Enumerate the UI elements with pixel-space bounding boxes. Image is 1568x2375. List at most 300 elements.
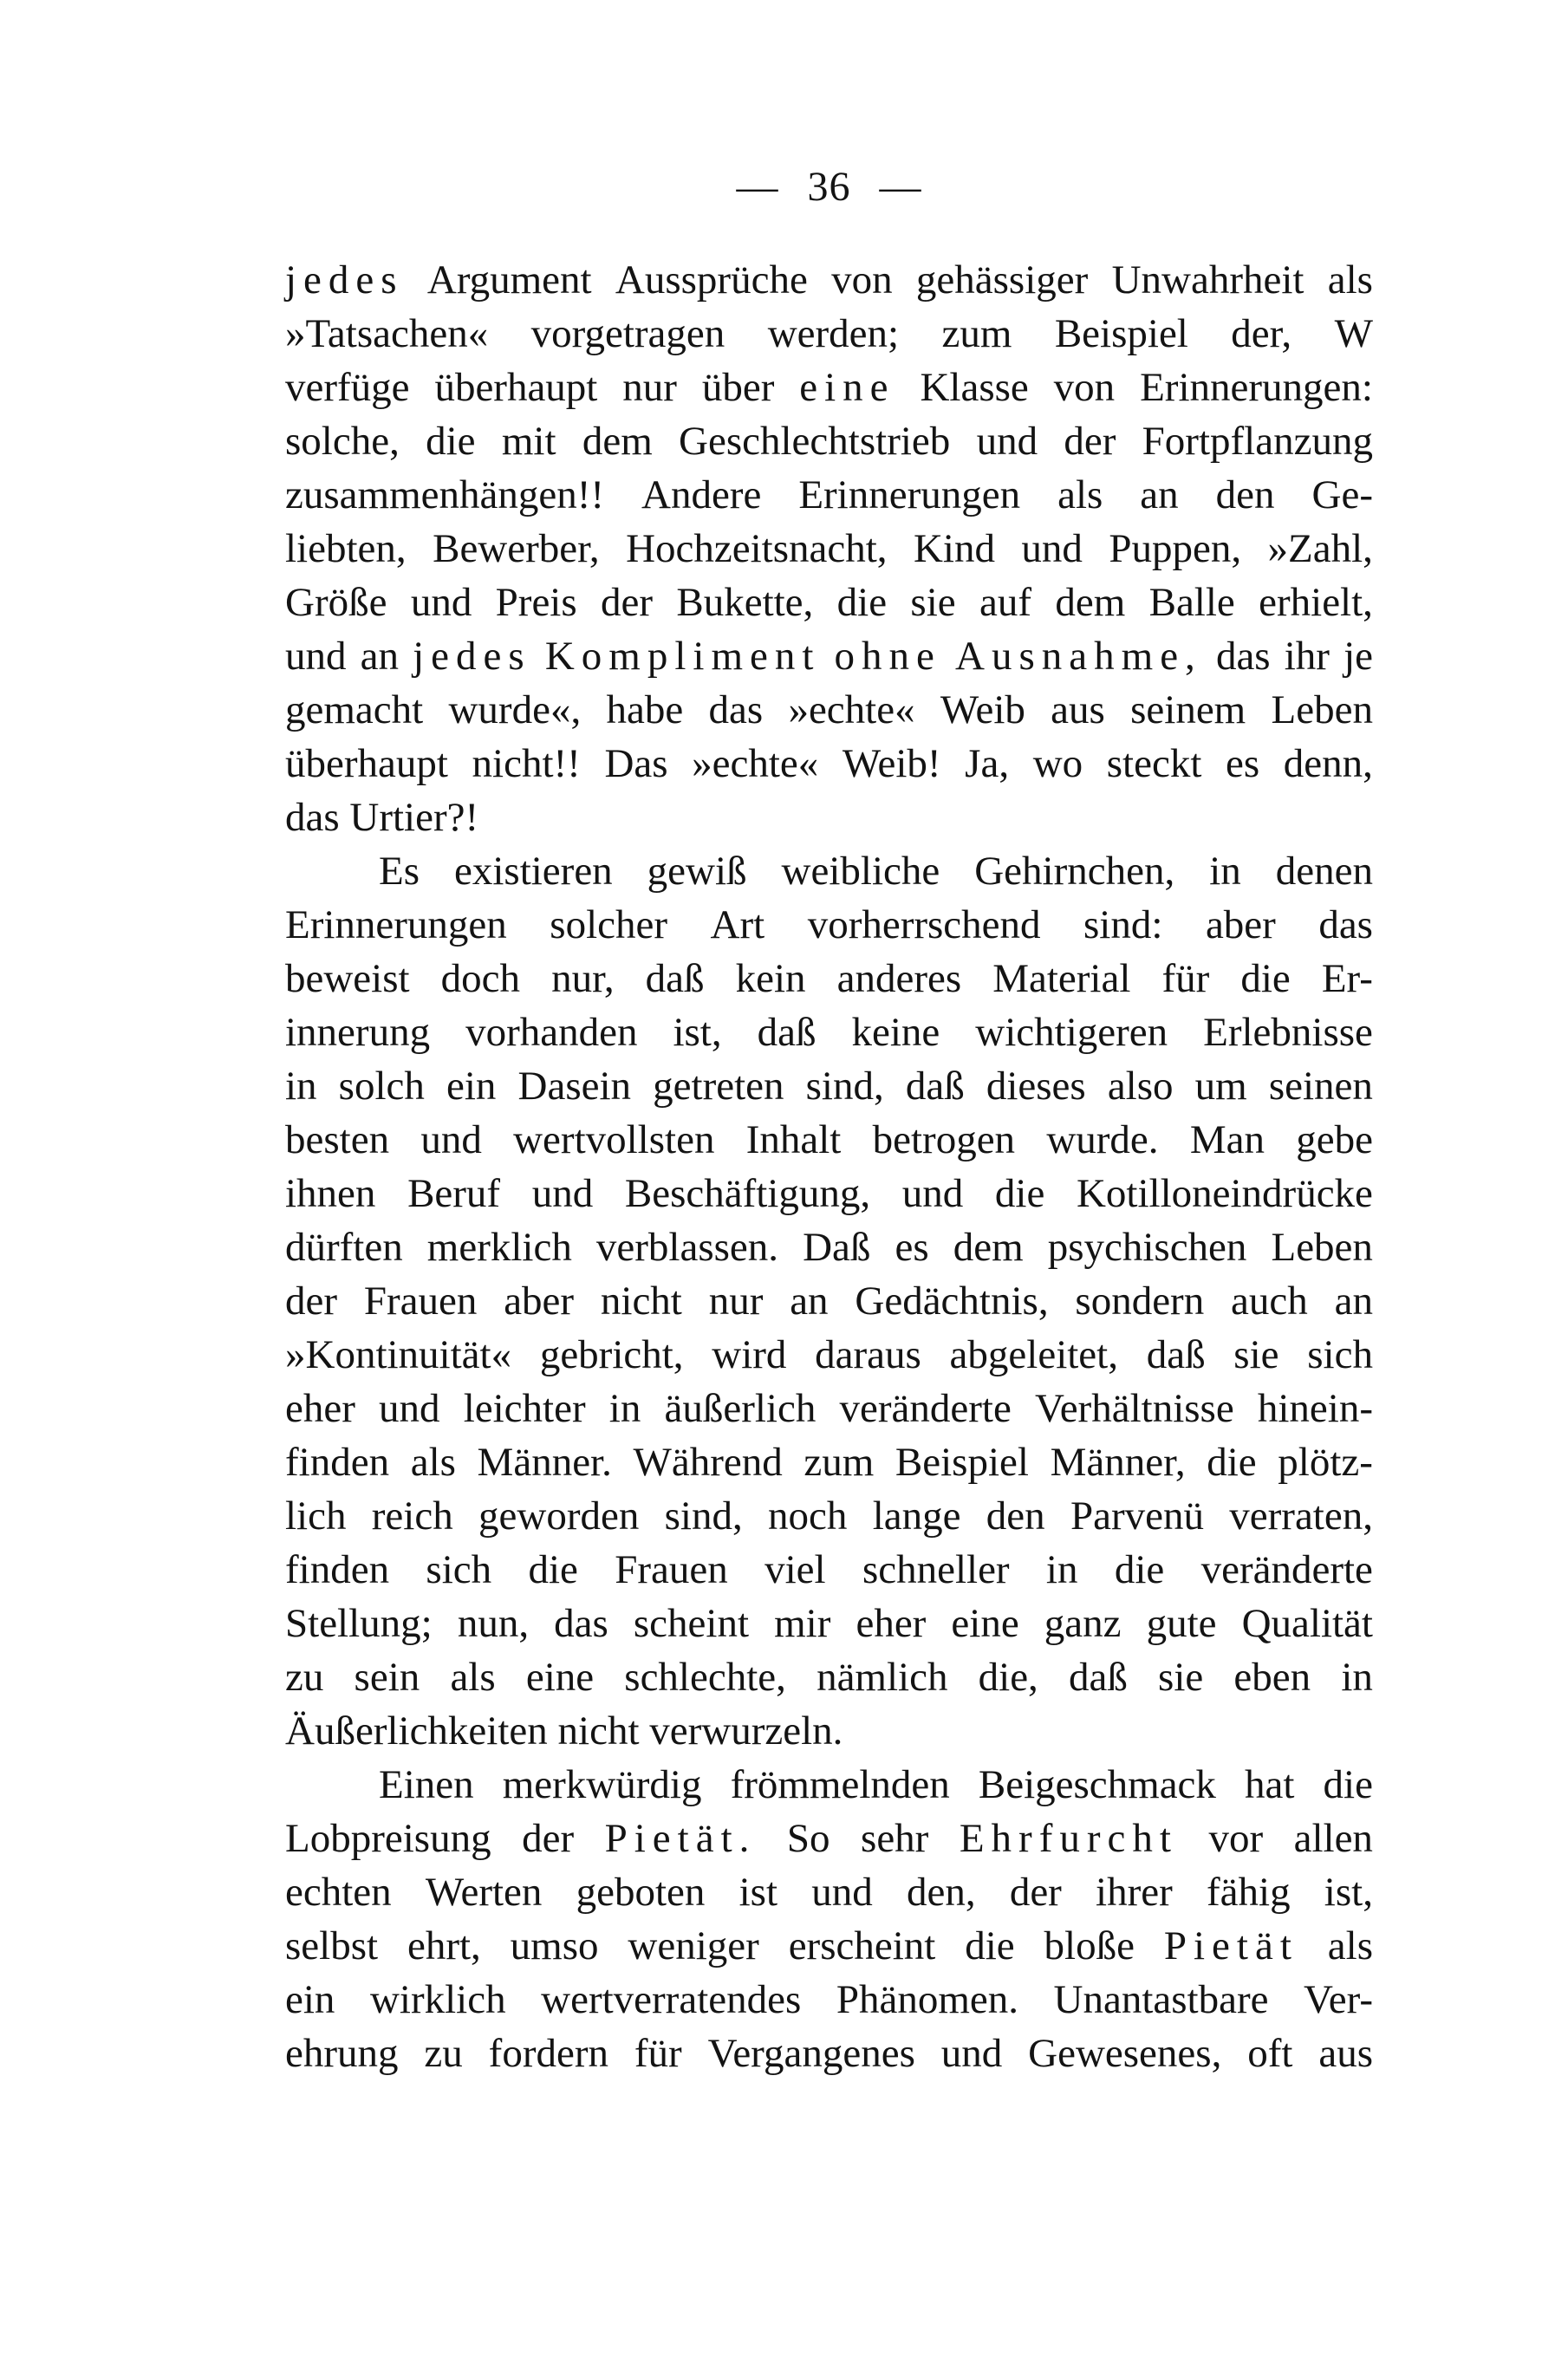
text-word: die <box>1207 1440 1257 1485</box>
text-word: dürften <box>285 1225 403 1270</box>
text-word: Erinnerungen: <box>1140 365 1373 410</box>
text-word: den <box>1215 472 1275 517</box>
text-word: solcher <box>550 902 668 947</box>
text-word: ist <box>738 1870 778 1915</box>
text-line <box>285 2027 1373 2080</box>
text-word: vor <box>1208 1816 1264 1861</box>
text-word: verraten, <box>1229 1493 1373 1539</box>
text-word: dem <box>1055 580 1126 625</box>
text-word: das <box>1318 902 1373 947</box>
text-line <box>285 1543 1373 1597</box>
text-word: Männer, <box>1050 1440 1186 1485</box>
text-word: Gedächtnis, <box>855 1279 1049 1324</box>
text-word: ganz <box>1044 1601 1122 1646</box>
text-word: an <box>790 1279 829 1324</box>
text-word: daß <box>645 956 705 1001</box>
text-word: Gewesenes, <box>1028 2031 1222 2076</box>
text-word: viel <box>764 1547 826 1592</box>
text-word: gewiß <box>647 849 747 894</box>
text-word: über <box>701 365 775 410</box>
text-line <box>285 1382 1373 1435</box>
text-word: echten <box>285 1870 392 1915</box>
text-word: Während <box>633 1440 783 1485</box>
text-word: den <box>986 1493 1045 1539</box>
text-line <box>285 1435 1373 1489</box>
text-line <box>285 952 1373 1005</box>
text-word: sie <box>1158 1655 1204 1700</box>
text-word: Bewerber, <box>433 526 600 571</box>
text-word: an <box>1140 472 1179 517</box>
text-word: daß <box>757 1010 817 1055</box>
text-word: Das <box>604 741 668 786</box>
text-word: als <box>1327 1923 1373 1968</box>
text-word: gute <box>1146 1601 1217 1646</box>
text-word: Es <box>379 849 420 894</box>
text-word: selbst <box>285 1923 379 1968</box>
text-line <box>285 1704 1373 1758</box>
text-word: Dasein <box>517 1064 632 1109</box>
text-word: Beruf <box>407 1171 501 1216</box>
text-word: aus <box>1318 2031 1373 2076</box>
text-line <box>285 1220 1373 1274</box>
text-word: schneller <box>862 1547 1010 1592</box>
text-word: Material <box>992 956 1131 1001</box>
text-word: daß <box>905 1064 965 1109</box>
text-word: hat <box>1245 1762 1295 1807</box>
text-word: weniger <box>628 1923 759 1968</box>
text-word: Inhalt <box>745 1117 842 1162</box>
text-word: liebten, <box>285 526 407 571</box>
text-word: merkwürdig <box>502 1762 702 1807</box>
text-word: Hochzeitsnacht, <box>626 526 888 571</box>
text-word: Erinnerungen <box>798 472 1021 517</box>
text-word: und <box>901 1171 964 1216</box>
text-word: an <box>360 634 399 679</box>
text-word: ein <box>285 1977 335 2022</box>
text-word: verfüge <box>285 365 410 410</box>
text-word: getreten <box>653 1064 784 1109</box>
text-line <box>285 1597 1373 1650</box>
text-word: zusammenhängen!! <box>285 472 605 517</box>
text-word: schlechte, <box>624 1655 786 1700</box>
text-word: der <box>601 580 654 625</box>
text-word: »Kontinuität« <box>285 1332 512 1377</box>
text-word: den, <box>906 1870 976 1915</box>
text-word: umso <box>510 1923 599 1968</box>
text-word: je <box>1344 634 1373 679</box>
text-word: auf <box>979 580 1031 625</box>
text-word: nämlich <box>817 1655 948 1700</box>
text-word: nur <box>622 365 677 410</box>
text-word: Verhältnisse <box>1034 1386 1234 1431</box>
text-line <box>285 1489 1373 1543</box>
text-word: Aussprüche <box>615 257 808 303</box>
text-word: der, <box>1231 311 1292 356</box>
text-word: vorgetragen <box>530 311 725 356</box>
text-word: Kotilloneindrücke <box>1076 1171 1373 1216</box>
text-word: eher <box>285 1386 355 1431</box>
text-word: steckt <box>1106 741 1202 786</box>
text-word: Ehrfurcht <box>959 1816 1178 1861</box>
text-word: überhaupt <box>285 741 448 786</box>
text-word: So <box>786 1816 830 1861</box>
text-word: denn, <box>1283 741 1373 786</box>
text-word: überhaupt <box>434 365 598 410</box>
text-word: Er- <box>1321 956 1373 1001</box>
text-word: Leben <box>1271 1225 1373 1270</box>
text-word: reich <box>371 1493 453 1539</box>
text-word: als <box>1057 472 1103 517</box>
text-word: in <box>1045 1547 1078 1592</box>
text-word: und <box>285 634 347 679</box>
text-word: Gehirnchen, <box>974 849 1175 894</box>
text-word: das <box>708 687 764 732</box>
text-word: dem <box>582 419 653 464</box>
text-word: ihrer <box>1096 1870 1173 1915</box>
text-word: aus <box>1051 687 1105 732</box>
text-word: erhielt, <box>1259 580 1373 625</box>
text-word: in <box>1341 1655 1373 1700</box>
text-word: eine <box>951 1601 1019 1646</box>
text-line <box>285 414 1373 468</box>
text-word: innerung <box>285 1010 431 1055</box>
text-word: und <box>379 1386 440 1431</box>
text-word: zu <box>285 1655 324 1700</box>
text-word: Beigeschmack <box>978 1762 1216 1807</box>
text-word: Weib! <box>842 741 941 786</box>
text-word: für <box>1161 956 1210 1001</box>
text-word: das <box>554 1601 608 1646</box>
text-word: Parvenü <box>1070 1493 1204 1539</box>
text-word: auch <box>1231 1279 1308 1324</box>
text-word: »Zahl, <box>1267 526 1373 571</box>
text-word: Klasse <box>920 365 1029 410</box>
text-word: mit <box>501 419 556 464</box>
text-word: weibliche <box>781 849 940 894</box>
text-word: lange <box>872 1493 961 1539</box>
text-word: veränderte <box>839 1386 1012 1431</box>
text-word: keine <box>851 1010 940 1055</box>
text-word: geworden <box>478 1493 640 1539</box>
text-word: fähig <box>1207 1870 1291 1915</box>
text-word: Beschäftigung, <box>624 1171 871 1216</box>
text-word: veränderte <box>1200 1547 1373 1592</box>
text-word: Preis <box>495 580 577 625</box>
text-word: von <box>1053 365 1116 410</box>
text-word: Erinnerungen <box>285 902 507 947</box>
text-line <box>285 1059 1373 1113</box>
page-number: — 36 — <box>736 164 922 210</box>
text-word: Man <box>1189 1117 1265 1162</box>
text-line <box>285 844 1373 898</box>
text-word: die, <box>978 1655 1038 1700</box>
text-line <box>285 1973 1373 2027</box>
text-word: als <box>410 1440 456 1485</box>
text-word: um <box>1194 1064 1247 1109</box>
text-word: dem <box>953 1225 1024 1270</box>
text-word: verblassen. <box>595 1225 779 1270</box>
text-word: und <box>976 419 1038 464</box>
text-word: noch <box>768 1493 848 1539</box>
text-word: frömmelnden <box>730 1762 950 1807</box>
text-word: die <box>1323 1762 1373 1807</box>
text-word: wirklich <box>369 1977 506 2022</box>
text-line <box>285 1812 1373 1865</box>
text-word: kein <box>735 956 806 1001</box>
text-word: Kind <box>913 526 995 571</box>
text-word: wertvollsten <box>513 1117 715 1162</box>
text-word: eben <box>1233 1655 1311 1700</box>
text-word: W <box>1334 311 1373 356</box>
text-word: seinen <box>1268 1064 1373 1109</box>
text-word: vorherrschend <box>807 902 1041 947</box>
text-word: in <box>285 1064 317 1109</box>
text-word: in <box>608 1386 641 1431</box>
text-word: mir <box>774 1601 831 1646</box>
text-line <box>285 629 1373 683</box>
text-word: beweist <box>285 956 410 1001</box>
text-word: »echte« <box>692 741 819 786</box>
text-line <box>285 361 1373 414</box>
text-line <box>285 1919 1373 1973</box>
text-word: ein <box>446 1064 497 1109</box>
text-word: ist, <box>673 1010 722 1055</box>
text-line <box>285 576 1373 629</box>
text-word: eine <box>525 1655 595 1700</box>
text-word: und <box>811 1870 873 1915</box>
text-line <box>285 468 1373 522</box>
text-word: die <box>965 1923 1015 1968</box>
text-word: besten <box>285 1117 390 1162</box>
text-word: zum <box>941 311 1012 356</box>
text-word: jedes <box>285 257 404 303</box>
text-word: hinein- <box>1257 1386 1373 1431</box>
text-line <box>285 1328 1373 1382</box>
text-word: für <box>634 2031 682 2076</box>
text-word: sind: <box>1083 902 1163 947</box>
text-word: Geschlechtstrieb <box>679 419 951 464</box>
text-word: Größe <box>285 580 387 625</box>
text-word: wurde«, <box>448 687 582 732</box>
text-word: Art <box>710 902 765 947</box>
text-word: ist, <box>1324 1870 1373 1915</box>
text-word: betrogen <box>872 1117 1016 1162</box>
text-word: Kompliment <box>544 634 821 679</box>
text-word: ohne <box>834 634 941 679</box>
text-line <box>285 737 1373 791</box>
text-word: aber <box>1205 902 1276 947</box>
text-word: nun, <box>457 1601 530 1646</box>
text-word: an <box>1334 1279 1373 1324</box>
text-word: geboten <box>576 1870 706 1915</box>
text-word: die <box>1114 1547 1165 1592</box>
text-word: ihnen <box>285 1171 376 1216</box>
text-word: sein <box>354 1655 420 1700</box>
text-word: sie <box>910 580 956 625</box>
text-line <box>285 1005 1373 1059</box>
text-word: leichter <box>463 1386 586 1431</box>
text-word: Unwahrheit <box>1111 257 1304 303</box>
text-word: oft <box>1247 2031 1293 2076</box>
text-word: nicht!! <box>472 741 581 786</box>
text-word: Männer. <box>477 1440 612 1485</box>
text-word: Ge- <box>1311 472 1373 517</box>
text-word: und <box>410 580 472 625</box>
text-word: die <box>1240 956 1291 1001</box>
text-line <box>285 1167 1373 1220</box>
text-word: sind, <box>664 1493 743 1539</box>
text-word: gehässiger <box>915 257 1089 303</box>
text-word: Phänomen. <box>836 1977 1018 2022</box>
text-word: existieren <box>453 849 613 894</box>
text-word: Bukette, <box>676 580 814 625</box>
text-word: fordern <box>488 2031 608 2076</box>
text-word: seinem <box>1130 687 1246 732</box>
text-word: Balle <box>1148 580 1235 625</box>
text-word: Frauen <box>363 1279 478 1324</box>
text-word: Pietät. <box>604 1816 757 1861</box>
text-word: doch <box>440 956 521 1001</box>
text-word: von <box>831 257 893 303</box>
text-word: ihr <box>1284 634 1330 679</box>
text-word: abgeleitet, <box>949 1332 1118 1377</box>
text-line <box>285 253 1373 307</box>
text-word: zum <box>804 1440 875 1485</box>
text-word: Lobpreisung <box>285 1816 491 1861</box>
text-word: der <box>285 1279 338 1324</box>
text-word: Werten <box>425 1870 543 1915</box>
text-word: bloße <box>1044 1923 1135 1968</box>
text-word: sondern <box>1075 1279 1205 1324</box>
text-word: lich <box>285 1493 347 1539</box>
text-word: werden; <box>767 311 900 356</box>
text-word: wertverratendes <box>541 1977 802 2022</box>
text-word: Daß <box>803 1225 871 1270</box>
text-word: die <box>836 580 888 625</box>
text-word: Argument <box>426 257 592 303</box>
text-word: zu <box>424 2031 463 2076</box>
text-word: aber <box>504 1279 575 1324</box>
text-word: solch <box>338 1064 425 1109</box>
text-word: der <box>1009 1870 1062 1915</box>
text-word: Fortpflanzung <box>1142 419 1373 464</box>
text-word: Erlebnisse <box>1203 1010 1373 1055</box>
text-word: finden <box>285 1440 390 1485</box>
text-word: vorhanden <box>465 1010 638 1055</box>
text-word: eher <box>856 1601 927 1646</box>
text-word: Frauen <box>615 1547 728 1592</box>
text-word: die <box>528 1547 578 1592</box>
text-line <box>285 1113 1373 1167</box>
text-word: Ja, <box>965 741 1010 786</box>
text-word: gebricht, <box>539 1332 684 1377</box>
text-word: Vergangenes <box>707 2031 915 2076</box>
text-word: und <box>940 2031 1003 2076</box>
text-word: sich <box>426 1547 492 1592</box>
text-word: äußerlich <box>664 1386 817 1431</box>
text-word: es <box>1226 741 1260 786</box>
text-word: erscheint <box>788 1923 936 1968</box>
text-word: Beispiel <box>1054 311 1188 356</box>
text-word: nicht <box>600 1279 682 1324</box>
text-segment: Äußerlichkeiten nicht verwurzeln. <box>285 1708 843 1754</box>
text-word: wird <box>712 1332 787 1377</box>
text-word: der <box>1064 419 1116 464</box>
text-word: habe <box>606 687 684 732</box>
text-word: und <box>1021 526 1083 571</box>
text-word: und <box>420 1117 482 1162</box>
text-word: jedes <box>413 634 531 679</box>
text-word: Andere <box>641 472 762 517</box>
text-word: wo <box>1032 741 1083 786</box>
text-word: gemacht <box>285 687 424 732</box>
text-word: und <box>531 1171 594 1216</box>
text-line <box>285 1865 1373 1919</box>
text-word: Ver- <box>1304 1977 1373 2022</box>
text-word: ehrt, <box>407 1923 481 1968</box>
text-word: wichtigeren <box>975 1010 1168 1055</box>
text-word: Puppen, <box>1109 526 1242 571</box>
text-word: gebe <box>1296 1117 1373 1162</box>
text-word: daraus <box>815 1332 921 1377</box>
text-word: eine <box>799 365 895 410</box>
text-word: daß <box>1068 1655 1128 1700</box>
text-word: ehrung <box>285 2031 399 2076</box>
text-word: nur, <box>551 956 615 1001</box>
text-line <box>285 683 1373 737</box>
text-word: anderes <box>836 956 962 1001</box>
text-line <box>285 898 1373 952</box>
text-word: solche, <box>285 419 400 464</box>
text-word: daß <box>1146 1332 1206 1377</box>
text-line <box>285 307 1373 361</box>
text-word: sind, <box>805 1064 884 1109</box>
text-word: merklich <box>426 1225 572 1270</box>
text-line <box>285 1274 1373 1328</box>
text-word: die <box>426 419 476 464</box>
text-word: sehr <box>861 1816 929 1861</box>
text-word: der <box>522 1816 575 1861</box>
text-word: sie <box>1233 1332 1279 1377</box>
text-word: denen <box>1275 849 1373 894</box>
text-word: als <box>450 1655 496 1700</box>
text-word: plötz- <box>1278 1440 1373 1485</box>
text-word: »Tatsachen« <box>285 311 489 356</box>
text-word: Unantastbare <box>1053 1977 1269 2022</box>
text-word: die <box>994 1171 1045 1216</box>
text-line <box>285 1650 1373 1704</box>
text-word: »echte« <box>788 687 915 732</box>
text-word: es <box>895 1225 929 1270</box>
text-word: Qualität <box>1241 1601 1373 1646</box>
text-word: sich <box>1307 1332 1373 1377</box>
text-word: Pietät <box>1163 1923 1298 1968</box>
text-line <box>285 791 1373 844</box>
text-block <box>285 253 1373 2080</box>
text-segment: das Urtier?! <box>285 795 479 840</box>
text-word: das <box>1215 634 1271 679</box>
text-word: Beispiel <box>895 1440 1029 1485</box>
text-word: dieses <box>986 1064 1086 1109</box>
text-word: nur <box>708 1279 764 1324</box>
text-word: als <box>1327 257 1373 303</box>
text-word: psychischen <box>1047 1225 1247 1270</box>
text-line <box>285 1758 1373 1812</box>
text-word: allen <box>1293 1816 1373 1861</box>
text-word: finden <box>285 1547 390 1592</box>
text-word: Ausnahme, <box>955 634 1202 679</box>
text-word: Einen <box>379 1762 474 1807</box>
